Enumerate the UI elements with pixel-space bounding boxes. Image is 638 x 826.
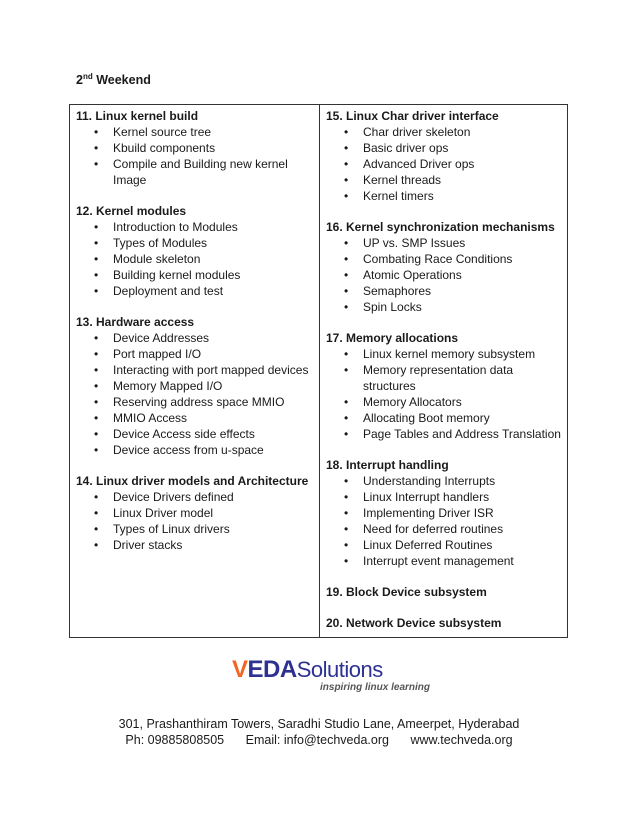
topic-item: • Semaphores [326, 283, 561, 299]
topic-item: • Types of Modules [76, 235, 313, 251]
topic-item: • Reserving address space MMIO [76, 394, 313, 410]
topic-item: • Spin Locks [326, 299, 561, 315]
topic-item: • Linux Interrupt handlers [326, 489, 561, 505]
topic-item: • Memory Mapped I/O [76, 378, 313, 394]
topic-list [76, 124, 313, 188]
topic-item: • Device Addresses [76, 330, 313, 346]
topic-item: • Linux kernel memory subsystem [326, 346, 561, 362]
section [326, 108, 561, 204]
right-column [320, 105, 567, 637]
topic-item: • Driver stacks [76, 537, 313, 553]
section-title: 19. Block Device subsystem [326, 585, 487, 599]
topic-list [326, 473, 561, 569]
topic-item: • UP vs. SMP Issues [326, 235, 561, 251]
topic-item: • Implementing Driver ISR [326, 505, 561, 521]
section [326, 330, 561, 442]
topic-item: • Device access from u-space [76, 442, 313, 458]
section-title: 12. Kernel modules [76, 204, 187, 218]
section-title: 17. Memory allocations [326, 331, 459, 345]
topic-item: • Linux Driver model [76, 505, 313, 521]
footer-phone: Ph: 09885808505 [125, 733, 225, 747]
section-title: 16. Kernel synchronization mechanisms [326, 220, 555, 234]
veda-solutions-logo: VEDASolutions inspiring linux learning [232, 656, 431, 693]
topic-item: • Types of Linux drivers [76, 521, 313, 537]
topic-item: • Kernel timers [326, 188, 561, 204]
topic-item: • Page Tables and Address Translation [326, 426, 561, 442]
topic-item: • Device Drivers defined [76, 489, 313, 505]
topic-item: • Kernel source tree [76, 124, 313, 140]
section [76, 314, 313, 458]
topic-item: • Module skeleton [76, 251, 313, 267]
topic-item: • Port mapped I/O [76, 346, 313, 362]
topic-item: • Linux Deferred Routines [326, 537, 561, 553]
section [326, 584, 561, 600]
topic-item: • Interrupt event management [326, 553, 561, 569]
section [76, 108, 313, 188]
section [326, 219, 561, 315]
topic-item: • Combating Race Conditions [326, 251, 561, 267]
logo-tagline: inspiring linux learning [320, 682, 431, 693]
topic-item: • Need for deferred routines [326, 521, 561, 537]
left-column [70, 105, 320, 637]
topic-item: • Atomic Operations [326, 267, 561, 283]
topic-item: • Basic driver ops [326, 140, 561, 156]
topic-item: • Kbuild components [76, 140, 313, 156]
topic-item: • Building kernel modules [76, 267, 313, 283]
section-title: 20. Network Device subsystem [326, 616, 502, 630]
topic-item: • Allocating Boot memory [326, 410, 561, 426]
section-title: 11. Linux kernel build [76, 109, 199, 123]
topic-list [76, 330, 313, 458]
section-title: 15. Linux Char driver interface [326, 109, 499, 123]
section [326, 457, 561, 569]
topic-item: • Advanced Driver ops [326, 156, 561, 172]
section-title: 18. Interrupt handling [326, 458, 449, 472]
topic-item: • Memory representation data structures [326, 362, 561, 394]
topic-item: • Char driver skeleton [326, 124, 561, 140]
section-title: 14. Linux driver models and Architecture [76, 474, 309, 488]
topic-list [76, 489, 313, 553]
topic-item: • MMIO Access [76, 410, 313, 426]
footer-email: Email: info@techveda.org [245, 733, 389, 747]
topic-list [326, 235, 561, 315]
topic-item: • Memory Allocators [326, 394, 561, 410]
section-title: 13. Hardware access [76, 315, 195, 329]
topic-list [326, 124, 561, 204]
footer-contact [0, 733, 638, 747]
syllabus-table [69, 104, 568, 638]
page-heading: 2nd Weekend [76, 72, 151, 88]
section [326, 615, 561, 631]
topic-list [326, 346, 561, 442]
footer-website: www.techveda.org [410, 733, 513, 747]
topic-list [76, 219, 313, 299]
topic-item: • Deployment and test [76, 283, 313, 299]
topic-item: • Understanding Interrupts [326, 473, 561, 489]
topic-item: • Kernel threads [326, 172, 561, 188]
topic-item: • Compile and Building new kernel Image [76, 156, 313, 188]
footer-address: 301, Prashanthiram Towers, Saradhi Studio Lane, Ameerpet, Hyderabad [118, 717, 520, 731]
topic-item: • Introduction to Modules [76, 219, 313, 235]
topic-item: • Interacting with port mapped devices [76, 362, 313, 378]
section [76, 203, 313, 299]
section [76, 473, 313, 553]
topic-item: • Device Access side effects [76, 426, 313, 442]
